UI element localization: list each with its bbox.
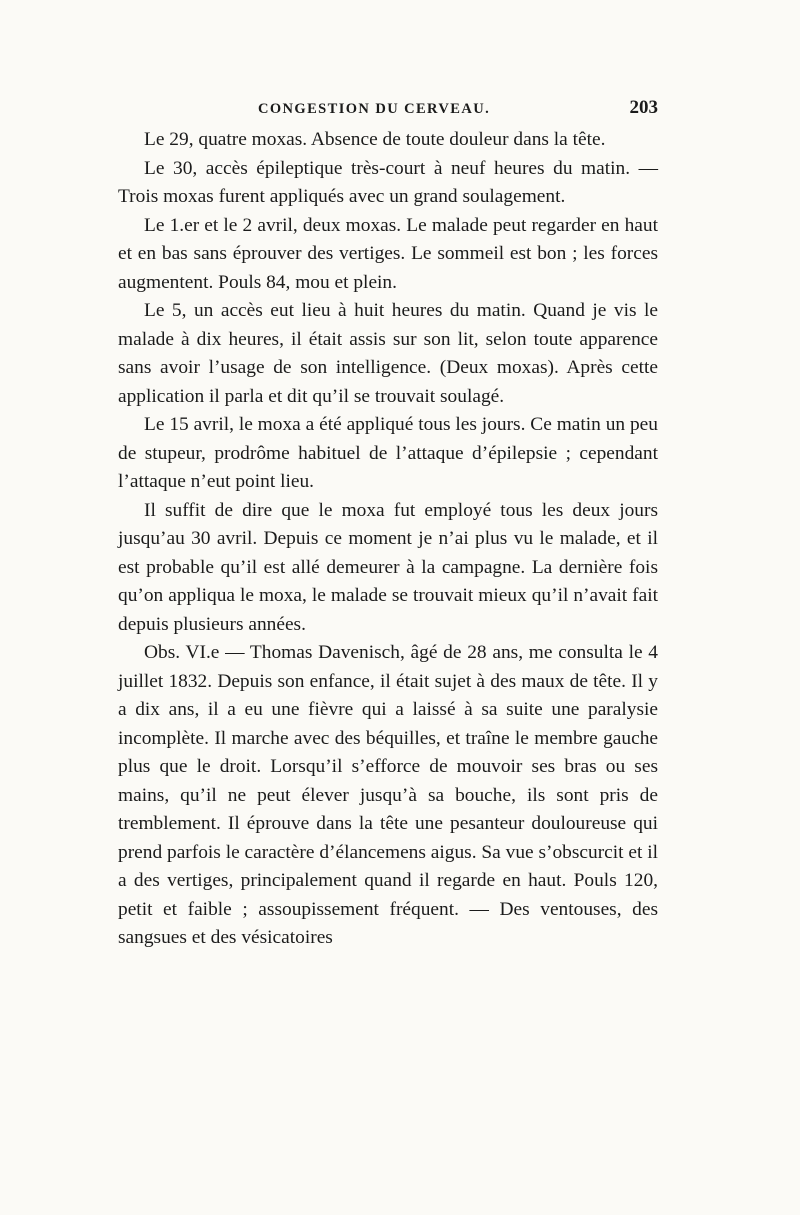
paragraph: Le 5, un accès eut lieu à huit heures du matin. Quand je vis le malade à dix heures, il était assis sur son lit, selon toute apparence sans avoir l’usage de son intelligence. (Deux moxas). Après cette application il parla et dit qu’il se trouvait soulagé. <box>118 300 658 407</box>
paragraph: Le 29, quatre moxas. Absence de toute douleur dans la tête. <box>144 129 606 150</box>
page-number: 203 <box>629 97 658 118</box>
paragraph: Le 1.er et le 2 avril, deux moxas. Le malade peut regarder en haut et en bas sans éprouver des vertiges. Le sommeil est bon ; les forces augmentent. Pouls 84, mou et plein. <box>118 214 658 293</box>
running-title: CONGESTION DU CERVEAU. <box>258 101 491 117</box>
paragraph: Le 30, accès épileptique très-court à neuf heures du matin. — Trois moxas furent appliqués avec un grand soulagement. <box>118 157 658 207</box>
paragraph: Il suffit de dire que le moxa fut employé tous les deux jours jusqu’au 30 avril. Depuis ce moment je n’ai plus vu le malade, et il est probable qu’il est allé demeurer à la campagne. La dernière fois qu’on appliqua le moxa, le malade se trouvait mieux qu’il n’avait fait depuis plusieurs années. <box>118 499 658 635</box>
body-text <box>118 126 658 953</box>
observation-paragraph: Obs. VI.e — Thomas Davenisch, âgé de 28 ans, me consulta le 4 juillet 1832. Depuis son enfance, il était sujet à des maux de tête. Il y a dix ans, il a eu une fièvre qui a laissé à sa suite une paralysie incomplète. Il marche avec des béquilles, et traîne le membre gauche plus que le droit. Lorsqu’il s’efforce de mouvoir ses bras ou ses mains, qu’il ne peut élever jusqu’à sa bouche, ils sont pris de tremblement. Il éprouve dans la tête une pesanteur douloureuse qui prend parfois le caractère d’élancemens aigus. Sa vue s’obscurcit et il a des vertiges, principalement quand il regarde en haut. Pouls 120, petit et faible ; assoupissement fréquent. — Des ventouses, des sangsues et des vésicatoires <box>118 642 659 948</box>
page-header <box>118 97 658 121</box>
paragraph: Le 15 avril, le moxa a été appliqué tous les jours. Ce matin un peu de stupeur, prodrôme habituel de l’attaque d’épilepsie ; cependant l’attaque n’eut point lieu. <box>118 414 658 492</box>
